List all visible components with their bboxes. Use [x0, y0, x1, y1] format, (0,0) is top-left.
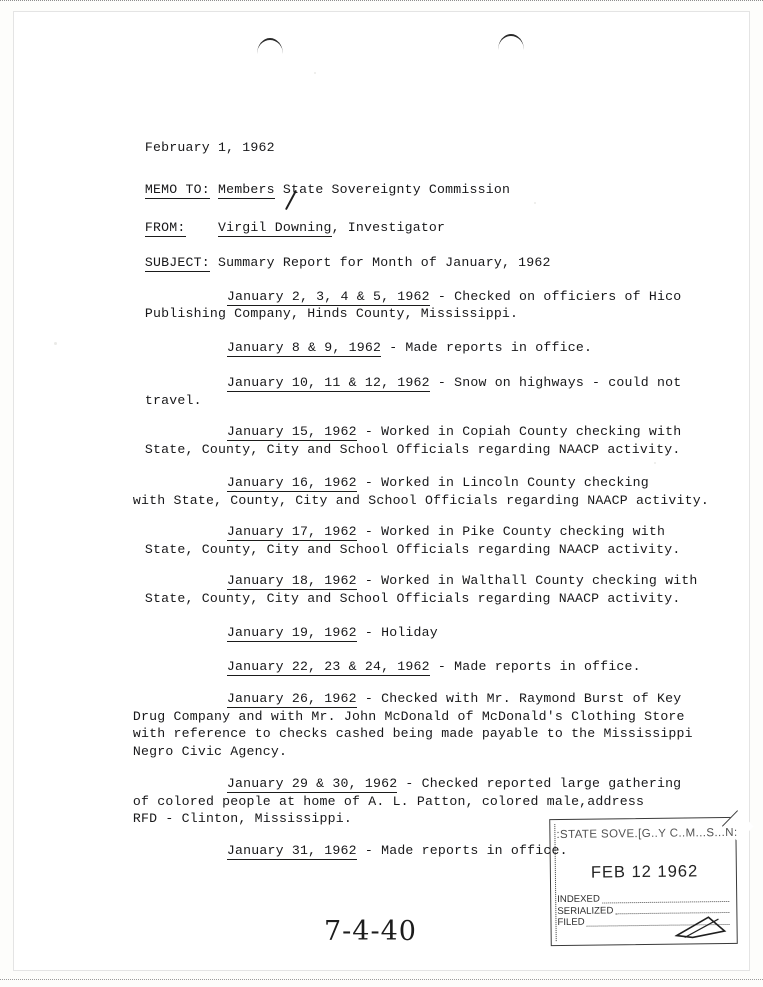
entry-date: January 19, 1962 [226, 625, 357, 640]
entry-line: with State, County, City and School Officials regarding NAACP activity. [132, 493, 710, 508]
stamp-row-label: SERIALIZED [557, 904, 614, 917]
handwritten-file-number: 7-4-40 [324, 916, 417, 947]
stamp-row-dots [602, 900, 729, 903]
entry-line: - Worked in Pike County checking with [356, 524, 666, 539]
entry-line: State, County, City and School Officials regarding NAACP activity. [144, 591, 681, 606]
entry-date: January 2, 3, 4 & 5, 1962 [226, 289, 430, 304]
entry-date: January 17, 1962 [226, 524, 357, 539]
entry-line: - Worked in Lincoln County checking [356, 475, 649, 490]
from-title: , Investigator [331, 220, 446, 235]
entry-line: - Checked with Mr. Raymond Burst of Key [356, 691, 682, 706]
entry-line: State, County, City and School Officials regarding NAACP activity. [144, 542, 681, 557]
entry-line: with reference to checks cashed being made payable to the Mississippi [132, 726, 693, 741]
entry-date: January 8 & 9, 1962 [226, 340, 382, 355]
entry-line: - Worked in Walthall County checking with [356, 573, 698, 588]
scan-edge-bottom [0, 979, 763, 981]
entry-line: - Worked in Copiah County checking with [356, 424, 682, 439]
memo-to-label: MEMO TO: [144, 182, 210, 197]
entry-date: January 18, 1962 [226, 573, 357, 588]
stamp-row-label: FILED [557, 916, 585, 929]
entry-date: January 15, 1962 [226, 424, 357, 439]
entry-line: - Checked on officiers of Hico [429, 289, 682, 304]
entry-date: January 10, 11 & 12, 1962 [226, 375, 430, 390]
entry-date: January 22, 23 & 24, 1962 [226, 659, 430, 674]
scan-edge-top [0, 0, 763, 11]
from-label: FROM: [144, 220, 186, 235]
entry-line: State, County, City and School Officials regarding NAACP activity. [144, 442, 681, 457]
entry-line: travel. [144, 393, 202, 408]
paper-sheet [14, 12, 749, 970]
stamp-left-rule [554, 824, 556, 941]
entry-line: - Made reports in office. [356, 843, 568, 858]
from-name: Virgil Downing [217, 220, 332, 235]
subject-text: Summary Report for Month of January, 1962 [209, 255, 551, 270]
stamp-initials-mark [674, 911, 726, 940]
entry-line: Negro Civic Agency. [132, 744, 288, 759]
entry-line: - Holiday [356, 625, 438, 640]
document-date: February 1, 1962 [144, 140, 275, 155]
entry-line: - Made reports in office. [381, 340, 593, 355]
received-stamp [549, 817, 738, 946]
entry-date: January 16, 1962 [226, 475, 357, 490]
subject-label: SUBJECT: [144, 255, 210, 270]
entry-line: - Snow on highways - could not [429, 375, 682, 390]
memo-to-recipient-rest: State Sovereignty Commission [274, 182, 511, 197]
entry-line: Drug Company and with Mr. John McDonald of McDonald's Clothing Store [132, 709, 685, 724]
entry-line: of colored people at home of A. L. Patton, colored male,address [132, 794, 645, 809]
entry-line: - Made reports in office. [429, 659, 641, 674]
stamp-row-label: INDEXED [557, 893, 600, 906]
memo-to-recipient-underlined: Members [217, 182, 275, 197]
entry-line: - Checked reported large gathering [397, 776, 682, 791]
stamp-date: FEB 12 1962 [590, 862, 699, 882]
entry-date: January 31, 1962 [226, 843, 357, 858]
entry-date: January 26, 1962 [226, 691, 357, 706]
stamp-agency-title: :STATE SOVE.[G..Y C..M...S...N: [556, 826, 738, 842]
entry-line: Publishing Company, Hinds County, Mississippi. [144, 306, 519, 321]
entry-date: January 29 & 30, 1962 [226, 776, 398, 791]
entry-line: RFD - Clinton, Mississippi. [132, 811, 352, 826]
